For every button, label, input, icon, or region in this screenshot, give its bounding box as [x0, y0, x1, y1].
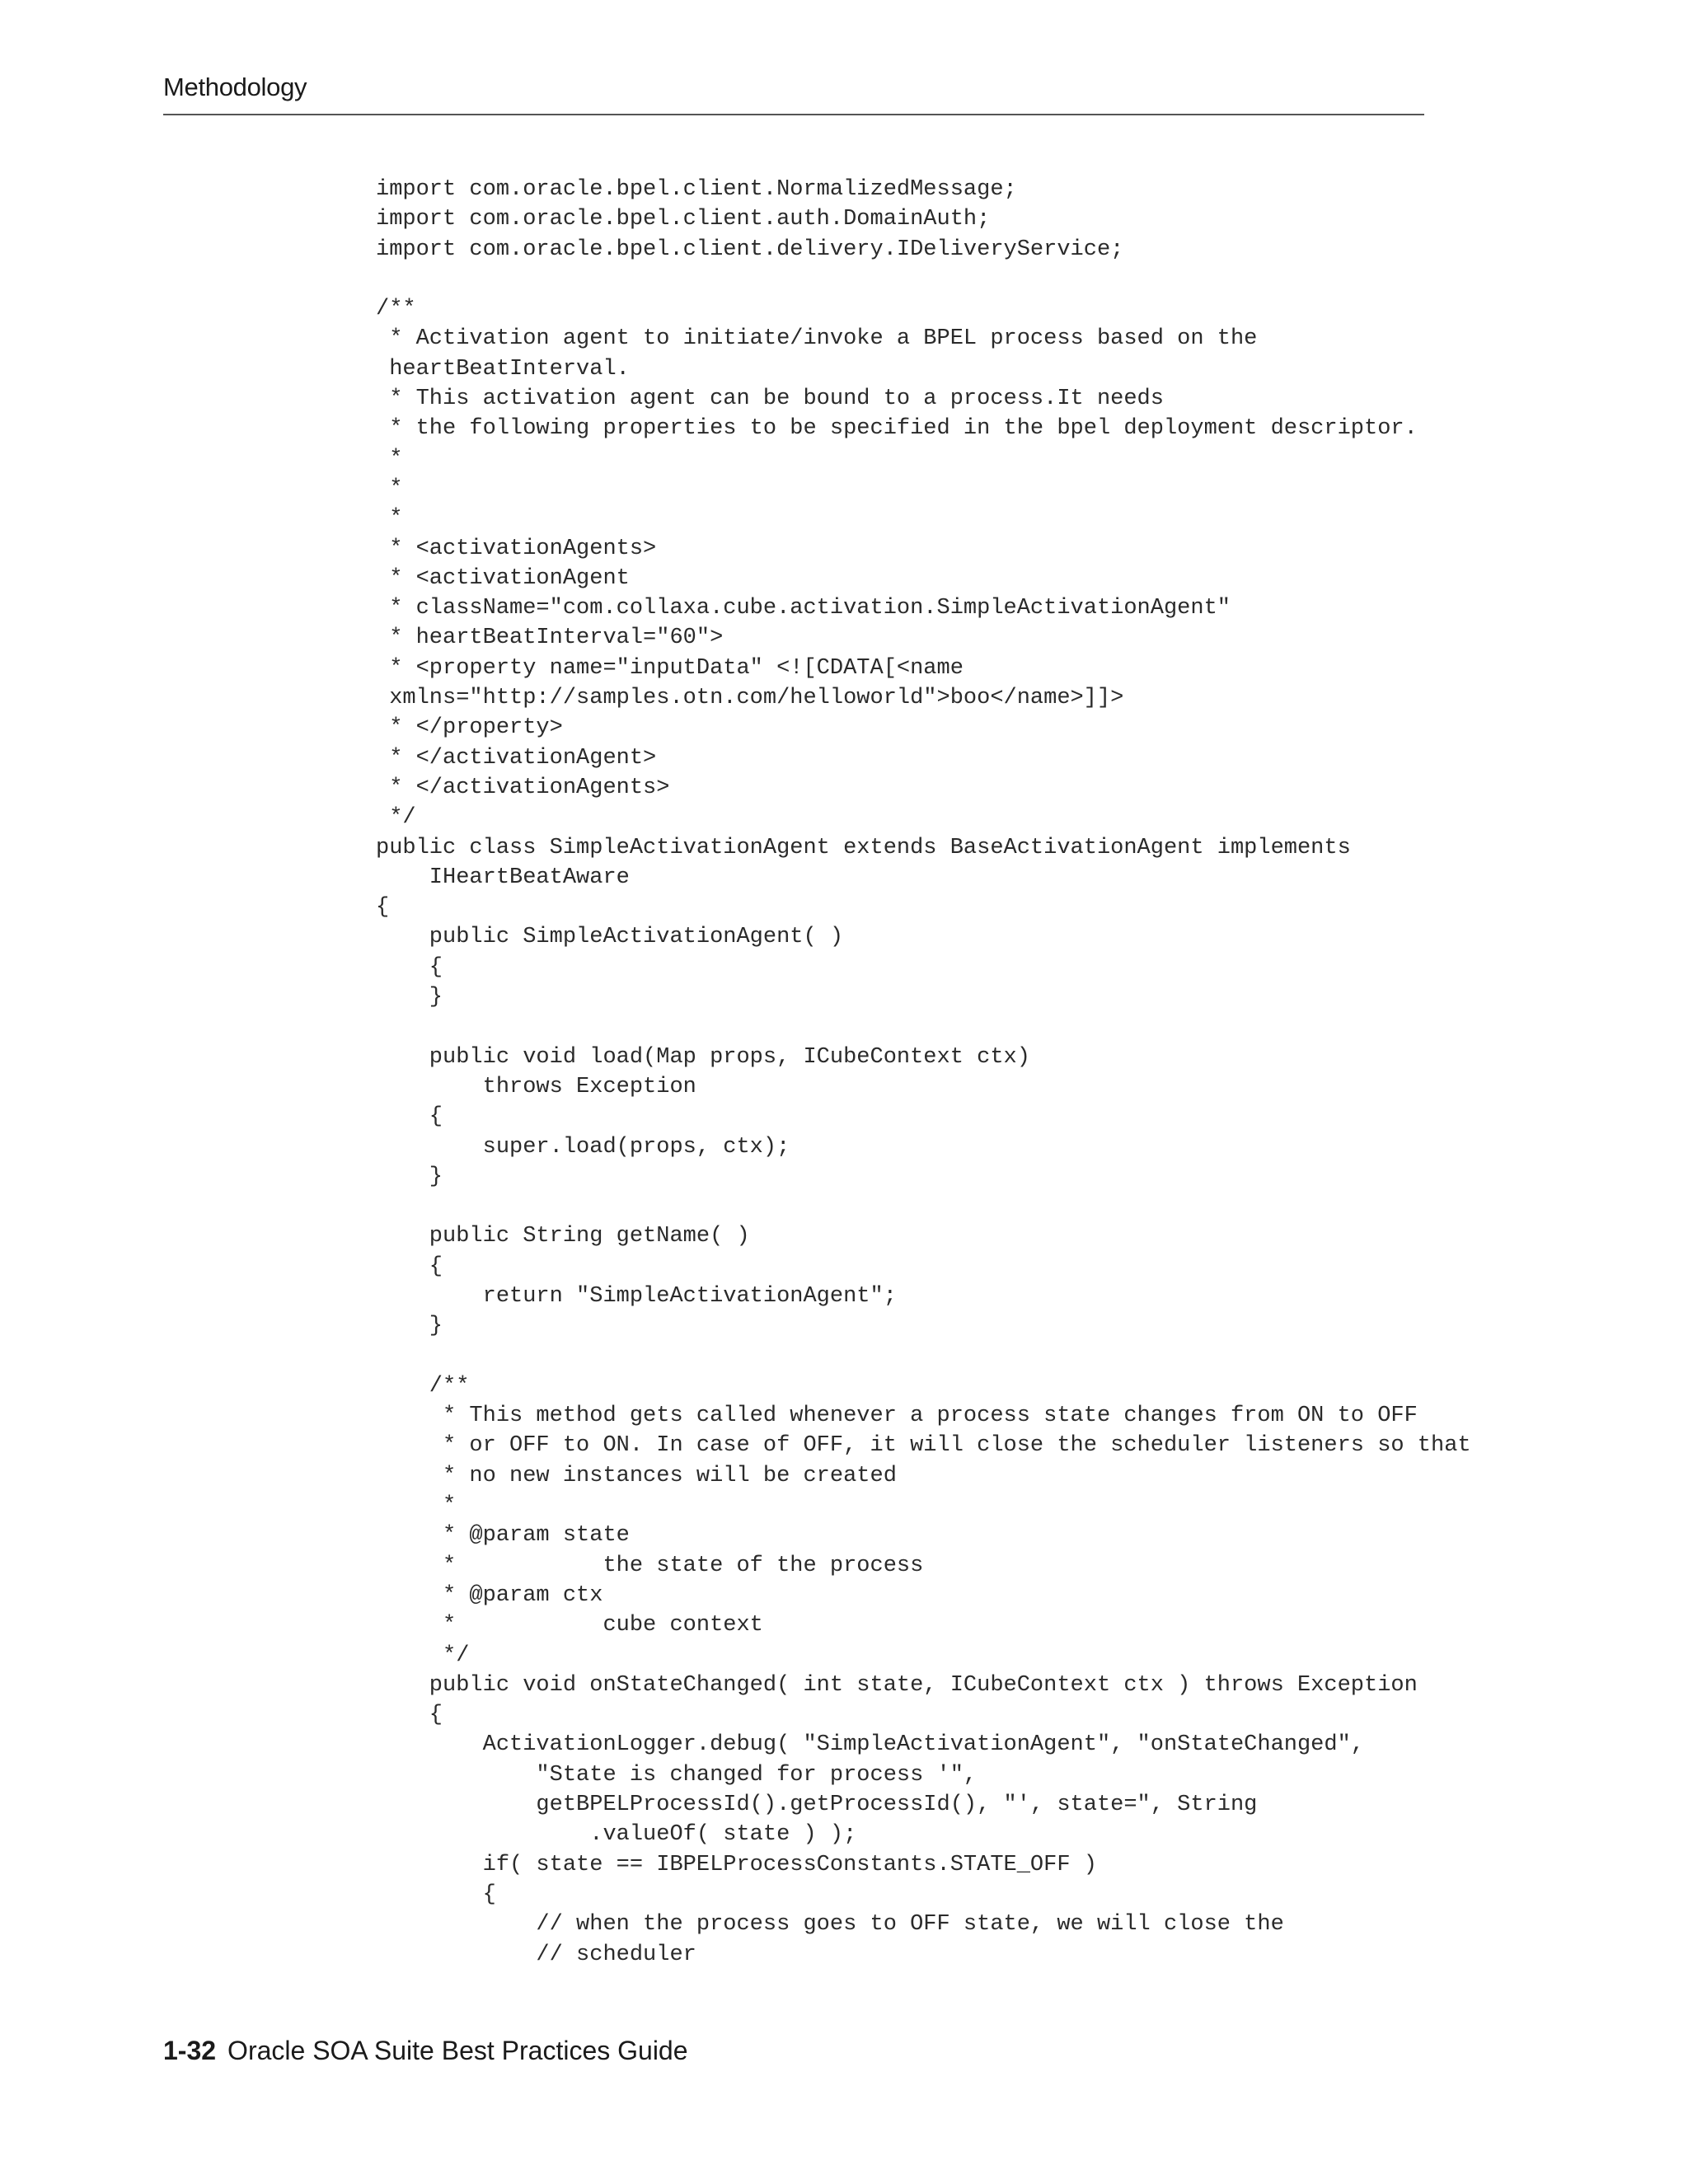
- code-line: * <activationAgents>: [376, 536, 657, 561]
- code-line: [376, 1342, 1471, 1371]
- code-line: * This method gets called whenever a process state changes from ON to OFF: [376, 1404, 1418, 1429]
- code-line: super.load(props, ctx);: [376, 1134, 790, 1160]
- code-line: *: [376, 1493, 457, 1519]
- code-line: */: [376, 805, 416, 831]
- code-line: ActivationLogger.debug( "SimpleActivationAgent", "onStateChanged",: [376, 1732, 1364, 1758]
- code-line: [376, 265, 1471, 294]
- code-line: * heartBeatInterval="60">: [376, 626, 724, 651]
- code-line: * @param ctx: [376, 1582, 603, 1608]
- code-line: * </property>: [376, 715, 563, 741]
- code-line: */: [376, 1643, 470, 1668]
- code-line: * </activationAgents>: [376, 775, 670, 800]
- code-line: * This activation agent can be bound to a process.It needs: [376, 387, 1164, 412]
- page-footer: [163, 2036, 688, 2066]
- code-line: * cube context: [376, 1613, 763, 1638]
- code-line: /**: [376, 297, 416, 322]
- code-line: * the following properties to be specified in the bpel deployment descriptor.: [376, 416, 1418, 442]
- page-number: 1-32: [163, 2036, 217, 2065]
- code-line: public SimpleActivationAgent( ): [376, 925, 844, 950]
- code-line: getBPELProcessId().getProcessId(), "', state=", String: [376, 1793, 1258, 1818]
- code-line: import com.oracle.bpel.client.NormalizedMessage;: [376, 177, 1017, 202]
- code-line: heartBeatInterval.: [376, 356, 630, 382]
- code-line: }: [376, 1164, 443, 1189]
- code-line: throws Exception: [376, 1074, 696, 1099]
- code-line: {: [376, 1882, 496, 1907]
- code-line: }: [376, 985, 443, 1010]
- code-line: if( state == IBPELProcessConstants.STATE_OFF ): [376, 1852, 1097, 1877]
- code-line: IHeartBeatAware: [376, 865, 630, 890]
- code-line: xmlns="http://samples.otn.com/helloworld">boo</name>]]>: [376, 686, 1124, 711]
- code-line: /**: [376, 1373, 470, 1399]
- code-line: public void onStateChanged( int state, ICubeContext ctx ) throws Exception: [376, 1672, 1418, 1698]
- code-line: * className="com.collaxa.cube.activation.SimpleActivationAgent": [376, 596, 1231, 621]
- running-header: Methodology: [163, 73, 307, 101]
- code-line: .valueOf( state ) );: [376, 1822, 857, 1848]
- code-line: * <activationAgent: [376, 565, 630, 591]
- code-line: *: [376, 476, 403, 501]
- code-line: {: [376, 954, 443, 980]
- book-title: Oracle SOA Suite Best Practices Guide: [227, 2036, 688, 2065]
- header-rule: [163, 114, 1424, 115]
- code-line: // scheduler: [376, 1942, 696, 1967]
- code-line: [376, 1012, 1471, 1042]
- code-line: {: [376, 1104, 443, 1130]
- code-line: * the state of the process: [376, 1553, 924, 1578]
- code-line: * <property name="inputData" <![CDATA[<name: [376, 655, 964, 681]
- code-line: * </activationAgent>: [376, 745, 657, 771]
- code-line: return "SimpleActivationAgent";: [376, 1283, 897, 1309]
- code-line: {: [376, 1703, 443, 1728]
- code-line: * Activation agent to initiate/invoke a BPEL process based on the: [376, 326, 1258, 352]
- code-line: public void load(Map props, ICubeContext ctx): [376, 1044, 1030, 1070]
- code-line: import com.oracle.bpel.client.auth.DomainAuth;: [376, 207, 991, 232]
- code-line: [376, 1192, 1471, 1221]
- code-line: import com.oracle.bpel.client.delivery.IDeliveryService;: [376, 237, 1124, 262]
- code-line: * no new instances will be created: [376, 1463, 897, 1488]
- code-line: * @param state: [376, 1523, 630, 1549]
- code-line: *: [376, 506, 403, 532]
- code-line: public String getName( ): [376, 1224, 750, 1249]
- code-line: *: [376, 446, 403, 471]
- code-line: "State is changed for process '",: [376, 1762, 978, 1788]
- code-line: {: [376, 1254, 443, 1279]
- code-line: * or OFF to ON. In case of OFF, it will close the scheduler listeners so that: [376, 1433, 1471, 1459]
- code-line: {: [376, 895, 390, 921]
- code-line: }: [376, 1314, 443, 1339]
- code-listing: [376, 175, 1471, 1970]
- code-line: public class SimpleActivationAgent extends BaseActivationAgent implements: [376, 835, 1351, 860]
- code-line: // when the process goes to OFF state, we will close the: [376, 1912, 1284, 1938]
